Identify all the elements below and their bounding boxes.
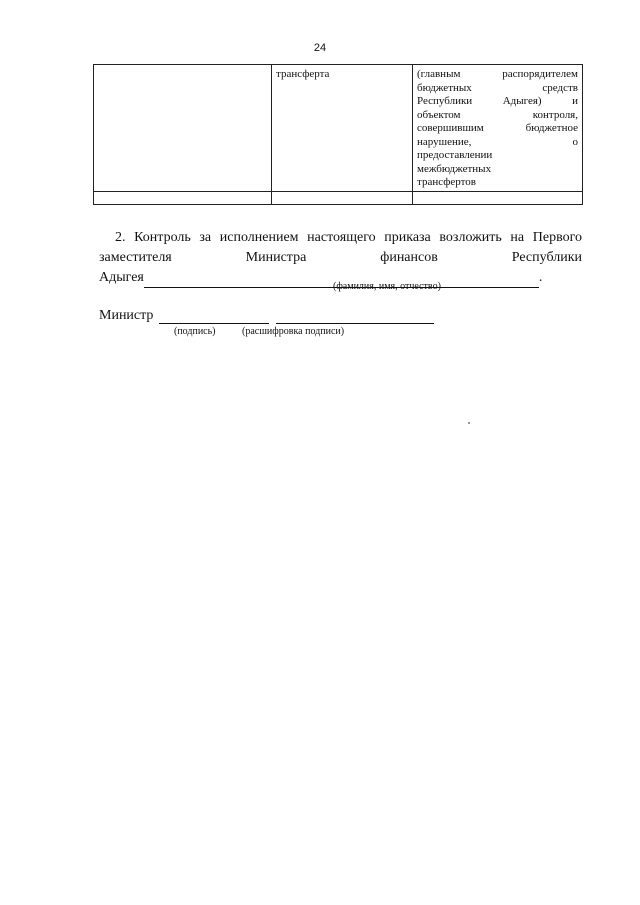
control-paragraph: [99, 228, 582, 288]
paragraph-line: [99, 248, 582, 268]
cell-line: бюджетных средств: [417, 81, 578, 94]
scan-speck: [468, 422, 470, 424]
paragraph-word: заместителя: [99, 250, 172, 265]
signature-caption: (подпись): [174, 326, 216, 337]
cell-text: трансферта: [276, 68, 330, 80]
continuation-table: [93, 64, 583, 205]
cell-line: совершившим бюджетное: [417, 122, 578, 134]
table-cell: [413, 65, 583, 192]
cell-line: трансфертов: [417, 176, 476, 188]
table-row: [94, 65, 583, 192]
cell-line: (главным распорядителем: [417, 68, 578, 80]
signature-line: [99, 308, 434, 324]
cell-line: нарушение, о: [417, 135, 578, 148]
table-cell: [272, 65, 413, 192]
decode-caption: (расшифровка подписи): [242, 326, 345, 337]
table-row: [94, 191, 583, 204]
paragraph-word: Республики: [511, 250, 582, 265]
table-cell: [94, 65, 272, 192]
cell-line: межбюджетных: [417, 162, 492, 175]
signature-fill-line: [159, 309, 269, 324]
table-cell: [413, 191, 583, 204]
paragraph-word: финансов: [380, 250, 438, 265]
cell-line: Республики Адыгея) и: [417, 95, 578, 107]
table-cell: [272, 191, 413, 204]
decode-fill-line: [276, 309, 434, 324]
page-number: 24: [313, 42, 327, 54]
minister-label: Министр: [99, 308, 154, 323]
table-cell: [94, 191, 272, 204]
paragraph-text: .: [538, 270, 543, 285]
paragraph-line: 2. Контроль за исполнением настоящего приказа возложить на Первого: [115, 230, 582, 245]
paragraph-word: Министра: [245, 250, 307, 265]
name-caption: (фамилия, имя, отчество): [333, 281, 441, 292]
cell-line: предоставлении: [417, 149, 493, 161]
cell-line: объектом контроля,: [417, 108, 578, 121]
paragraph-text: Адыгея: [99, 270, 144, 285]
